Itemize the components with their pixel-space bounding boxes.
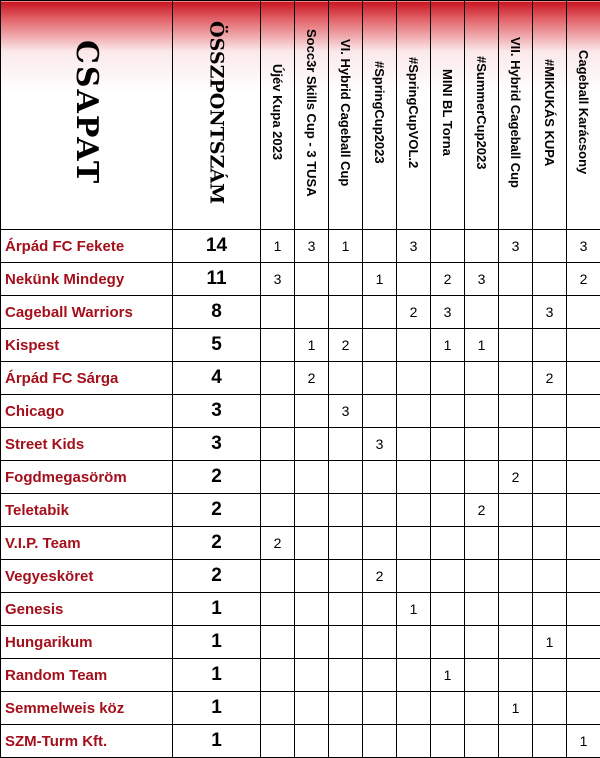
team-name-cell: Random Team — [1, 659, 173, 692]
event-points-cell — [465, 593, 499, 626]
event-column-header — [533, 1, 567, 230]
event-column-header — [261, 1, 295, 230]
event-header-label: #MIKUKÁS KUPA — [542, 59, 557, 166]
event-points-cell — [397, 725, 431, 758]
total-points-cell: 3 — [173, 428, 261, 461]
event-points-cell — [533, 692, 567, 725]
event-points-cell: 1 — [465, 329, 499, 362]
event-points-cell: 3 — [261, 263, 295, 296]
event-points-cell — [567, 461, 600, 494]
event-points-cell — [261, 692, 295, 725]
table-row — [1, 725, 600, 758]
total-points-cell: 2 — [173, 494, 261, 527]
event-points-cell — [397, 263, 431, 296]
event-points-cell — [465, 527, 499, 560]
event-points-cell — [499, 428, 533, 461]
event-points-cell — [397, 626, 431, 659]
team-name-cell: Árpád FC Fekete — [1, 230, 173, 263]
event-header-label: VII. Hybrid Cageball Cup — [508, 37, 523, 188]
event-points-cell — [431, 494, 465, 527]
event-points-cell — [533, 428, 567, 461]
event-points-cell: 2 — [261, 527, 295, 560]
table-row — [1, 428, 600, 461]
event-points-cell — [363, 725, 397, 758]
total-points-cell: 2 — [173, 527, 261, 560]
event-points-cell — [329, 362, 363, 395]
event-points-cell — [363, 626, 397, 659]
team-name-cell: Teletabik — [1, 494, 173, 527]
event-points-cell — [567, 494, 600, 527]
table-row — [1, 395, 600, 428]
event-points-cell — [499, 296, 533, 329]
event-points-cell — [567, 395, 600, 428]
event-header-label: Cageball Karácsony — [576, 50, 591, 174]
event-points-cell — [295, 494, 329, 527]
event-points-cell — [465, 395, 499, 428]
event-points-cell — [465, 428, 499, 461]
event-points-cell — [567, 527, 600, 560]
team-name-cell: Chicago — [1, 395, 173, 428]
event-points-cell — [363, 296, 397, 329]
event-points-cell — [329, 527, 363, 560]
event-points-cell — [295, 593, 329, 626]
event-points-cell — [567, 560, 600, 593]
team-name-cell: Árpád FC Sárga — [1, 362, 173, 395]
event-points-cell — [363, 362, 397, 395]
team-name-cell: Vegyesköret — [1, 560, 173, 593]
team-name-cell: Kispest — [1, 329, 173, 362]
event-points-cell — [465, 626, 499, 659]
event-points-cell — [499, 725, 533, 758]
event-points-cell — [533, 329, 567, 362]
event-points-cell — [329, 263, 363, 296]
event-points-cell — [363, 593, 397, 626]
event-points-cell — [329, 626, 363, 659]
event-points-cell — [397, 659, 431, 692]
total-points-cell: 1 — [173, 593, 261, 626]
event-points-cell — [397, 527, 431, 560]
event-points-cell — [295, 263, 329, 296]
event-points-cell: 1 — [363, 263, 397, 296]
event-points-cell — [465, 659, 499, 692]
event-points-cell — [261, 494, 295, 527]
event-points-cell — [499, 626, 533, 659]
event-points-cell — [567, 428, 600, 461]
event-points-cell — [431, 725, 465, 758]
table-row — [1, 527, 600, 560]
event-points-cell — [533, 725, 567, 758]
event-points-cell: 2 — [295, 362, 329, 395]
event-points-cell — [261, 428, 295, 461]
event-points-cell — [533, 230, 567, 263]
team-name-cell: SZM-Turm Kft. — [1, 725, 173, 758]
table-row — [1, 494, 600, 527]
total-column-header — [173, 1, 261, 230]
event-points-cell — [329, 560, 363, 593]
table-row — [1, 659, 600, 692]
event-points-cell — [567, 593, 600, 626]
standings-body — [1, 230, 600, 758]
event-points-cell — [397, 692, 431, 725]
event-points-cell — [261, 395, 295, 428]
event-points-cell — [465, 560, 499, 593]
team-name-cell: V.I.P. Team — [1, 527, 173, 560]
total-points-cell: 14 — [173, 230, 261, 263]
event-column-header — [363, 1, 397, 230]
event-points-cell — [499, 263, 533, 296]
event-header-label: MINI BL Torna — [440, 69, 455, 156]
event-points-cell — [295, 461, 329, 494]
event-points-cell — [295, 626, 329, 659]
event-points-cell — [397, 461, 431, 494]
total-points-cell: 11 — [173, 263, 261, 296]
event-points-cell — [329, 296, 363, 329]
event-points-cell: 1 — [431, 659, 465, 692]
event-points-cell — [295, 560, 329, 593]
total-points-cell: 1 — [173, 659, 261, 692]
event-points-cell — [329, 692, 363, 725]
event-points-cell — [533, 659, 567, 692]
event-points-cell — [363, 461, 397, 494]
event-points-cell: 3 — [363, 428, 397, 461]
event-points-cell — [397, 395, 431, 428]
event-points-cell — [567, 362, 600, 395]
event-points-cell — [363, 329, 397, 362]
team-column-header — [1, 1, 173, 230]
table-row — [1, 626, 600, 659]
event-points-cell — [397, 362, 431, 395]
total-points-cell: 2 — [173, 560, 261, 593]
event-points-cell — [329, 428, 363, 461]
total-points-cell: 4 — [173, 362, 261, 395]
event-column-header — [465, 1, 499, 230]
event-points-cell — [499, 395, 533, 428]
event-points-cell — [499, 593, 533, 626]
table-row — [1, 593, 600, 626]
event-column-header — [431, 1, 465, 230]
total-points-cell: 8 — [173, 296, 261, 329]
event-points-cell — [533, 593, 567, 626]
table-row — [1, 263, 600, 296]
event-points-cell — [533, 461, 567, 494]
table-row — [1, 230, 600, 263]
event-points-cell — [465, 230, 499, 263]
team-name-cell: Fogdmegasöröm — [1, 461, 173, 494]
event-points-cell — [329, 461, 363, 494]
event-points-cell — [431, 527, 465, 560]
event-points-cell — [431, 626, 465, 659]
event-header-label: #SpringCupVOL.2 — [406, 57, 421, 168]
event-points-cell — [295, 395, 329, 428]
event-points-cell: 2 — [397, 296, 431, 329]
event-header-label: VI. Hybrid Cageball Cup — [338, 39, 353, 186]
event-points-cell — [431, 230, 465, 263]
event-points-cell — [567, 659, 600, 692]
event-column-header — [295, 1, 329, 230]
total-points-cell: 1 — [173, 692, 261, 725]
event-points-cell — [499, 362, 533, 395]
event-points-cell — [261, 296, 295, 329]
event-points-cell: 3 — [499, 230, 533, 263]
table-row — [1, 362, 600, 395]
team-name-cell: Semmelweis köz — [1, 692, 173, 725]
event-points-cell: 3 — [397, 230, 431, 263]
event-points-cell — [295, 527, 329, 560]
table-row — [1, 296, 600, 329]
event-points-cell — [465, 362, 499, 395]
event-points-cell — [431, 428, 465, 461]
event-points-cell — [363, 395, 397, 428]
event-points-cell — [363, 494, 397, 527]
event-points-cell: 3 — [295, 230, 329, 263]
event-points-cell — [465, 725, 499, 758]
event-points-cell: 1 — [329, 230, 363, 263]
event-header-label: Socc3r Skills Cup - 3 TUSA — [304, 29, 319, 197]
total-points-cell: 1 — [173, 626, 261, 659]
event-points-cell — [465, 461, 499, 494]
event-points-cell — [329, 725, 363, 758]
event-points-cell: 2 — [431, 263, 465, 296]
event-points-cell: 1 — [431, 329, 465, 362]
event-points-cell — [329, 659, 363, 692]
event-points-cell: 2 — [567, 263, 600, 296]
event-points-cell: 2 — [499, 461, 533, 494]
event-points-cell: 3 — [465, 263, 499, 296]
total-points-cell: 5 — [173, 329, 261, 362]
event-points-cell — [363, 527, 397, 560]
event-header-label: #SummerCup2023 — [474, 56, 489, 169]
event-points-cell — [329, 494, 363, 527]
event-points-cell: 3 — [431, 296, 465, 329]
event-points-cell — [499, 527, 533, 560]
event-points-cell — [397, 329, 431, 362]
event-points-cell: 3 — [533, 296, 567, 329]
event-points-cell — [261, 593, 295, 626]
event-points-cell — [431, 461, 465, 494]
table-row — [1, 461, 600, 494]
total-points-cell: 1 — [173, 725, 261, 758]
header-row — [1, 1, 600, 230]
event-header-label: #SpringCup2023 — [372, 61, 387, 164]
event-points-cell — [329, 593, 363, 626]
event-points-cell: 1 — [533, 626, 567, 659]
event-points-cell — [431, 593, 465, 626]
team-name-cell: Nekünk Mindegy — [1, 263, 173, 296]
event-points-cell — [431, 560, 465, 593]
event-points-cell — [533, 560, 567, 593]
event-points-cell: 2 — [465, 494, 499, 527]
table-row — [1, 329, 600, 362]
event-points-cell — [533, 494, 567, 527]
event-points-cell — [499, 659, 533, 692]
team-name-cell: Hungarikum — [1, 626, 173, 659]
event-points-cell — [567, 296, 600, 329]
event-points-cell — [499, 329, 533, 362]
event-points-cell — [295, 296, 329, 329]
event-points-cell: 1 — [567, 725, 600, 758]
event-points-cell — [567, 626, 600, 659]
team-name-cell: Street Kids — [1, 428, 173, 461]
event-points-cell — [261, 659, 295, 692]
event-points-cell — [261, 362, 295, 395]
event-points-cell — [295, 428, 329, 461]
event-points-cell — [363, 692, 397, 725]
table-row — [1, 692, 600, 725]
event-points-cell: 1 — [261, 230, 295, 263]
team-name-cell: Genesis — [1, 593, 173, 626]
team-name-cell: Cageball Warriors — [1, 296, 173, 329]
event-points-cell: 1 — [397, 593, 431, 626]
event-points-cell — [465, 692, 499, 725]
event-points-cell — [261, 329, 295, 362]
event-points-cell: 1 — [295, 329, 329, 362]
event-points-cell — [363, 659, 397, 692]
event-points-cell: 3 — [567, 230, 600, 263]
event-points-cell: 2 — [329, 329, 363, 362]
team-header-label: CSAPAT — [69, 40, 104, 185]
total-points-cell: 3 — [173, 395, 261, 428]
event-points-cell — [261, 725, 295, 758]
event-points-cell: 2 — [363, 560, 397, 593]
total-header-label: ÖSSZPONTSZÁM — [206, 21, 228, 204]
event-points-cell — [295, 659, 329, 692]
event-column-header — [499, 1, 533, 230]
event-points-cell — [431, 692, 465, 725]
event-points-cell — [533, 395, 567, 428]
event-points-cell — [499, 560, 533, 593]
table-row — [1, 560, 600, 593]
event-points-cell: 2 — [533, 362, 567, 395]
event-points-cell — [499, 494, 533, 527]
event-points-cell — [363, 230, 397, 263]
event-points-cell — [465, 296, 499, 329]
event-points-cell — [261, 626, 295, 659]
event-column-header — [329, 1, 363, 230]
event-column-header — [567, 1, 600, 230]
event-points-cell: 3 — [329, 395, 363, 428]
event-column-header — [397, 1, 431, 230]
event-points-cell — [261, 560, 295, 593]
event-points-cell — [567, 692, 600, 725]
total-points-cell: 2 — [173, 461, 261, 494]
event-points-cell — [431, 395, 465, 428]
event-points-cell — [261, 461, 295, 494]
event-points-cell — [397, 428, 431, 461]
event-points-cell — [397, 494, 431, 527]
event-points-cell — [431, 362, 465, 395]
event-points-cell — [295, 692, 329, 725]
event-points-cell — [533, 527, 567, 560]
event-header-label: Újév Kupa 2023 — [270, 64, 285, 160]
event-points-cell — [397, 560, 431, 593]
event-points-cell — [295, 725, 329, 758]
event-points-cell: 1 — [499, 692, 533, 725]
event-points-cell — [533, 263, 567, 296]
event-points-cell — [567, 329, 600, 362]
